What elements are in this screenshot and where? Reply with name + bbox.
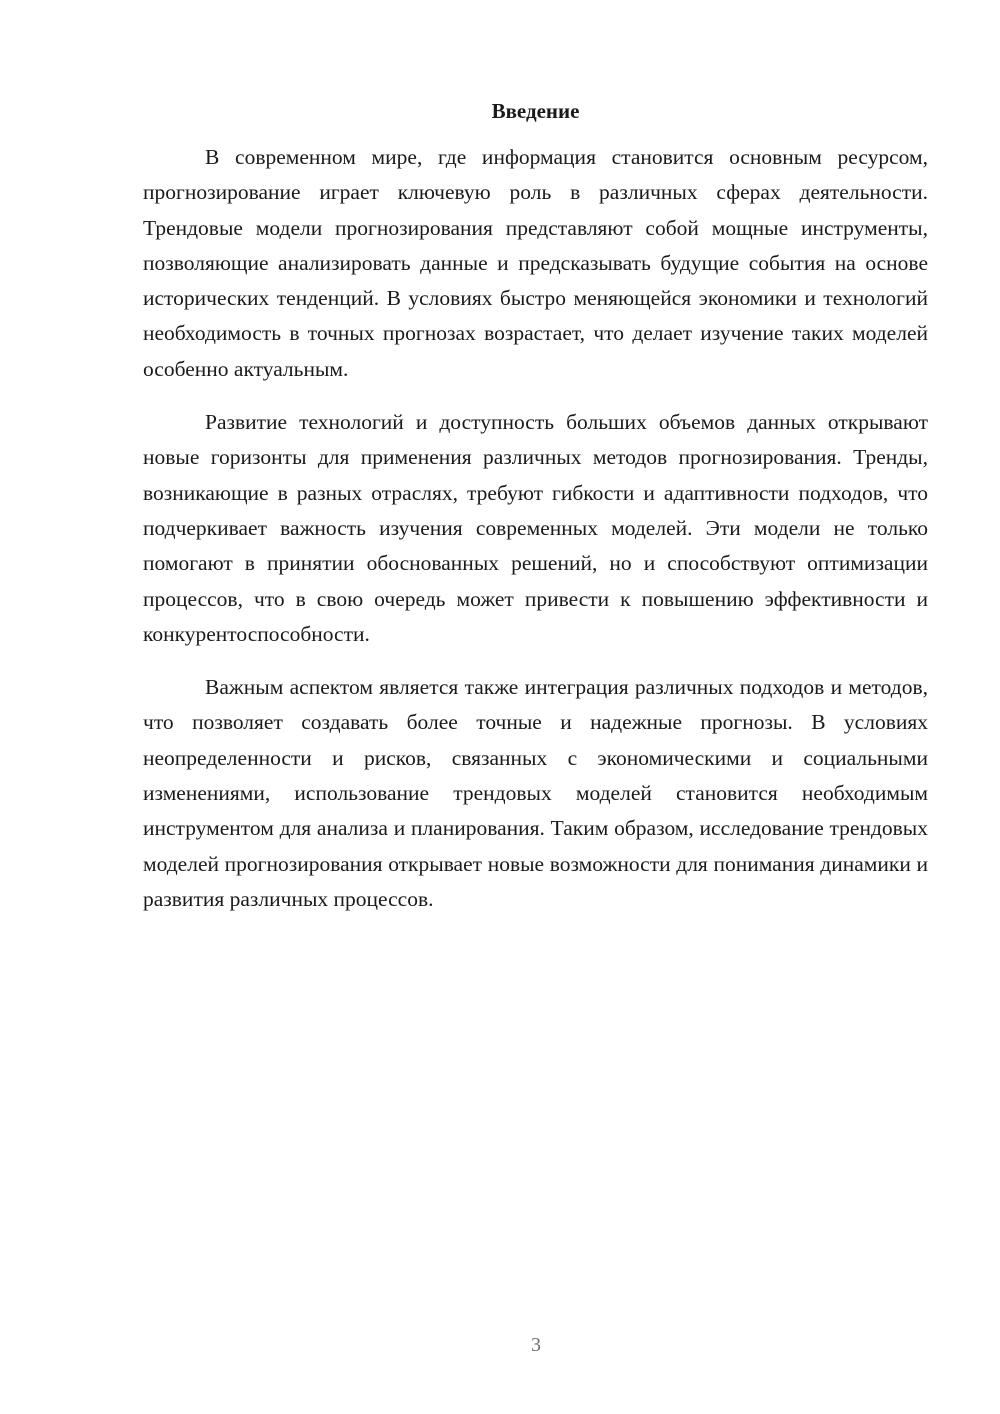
page-content xyxy=(143,96,928,935)
paragraph-1: В современном мире, где информация становится основным ресурсом, прогнозирование играет ключевую роль в различных сферах деятельности. Трендовые модели прогнозирования представляют собой мощные инструменты, позволяющие анализировать данные и предсказывать будущие события на основе исторических тенденций. В условиях быстро меняющейся экономики и технологий необходимость в точных прогнозах возрастает, что делает изучение таких моделей особенно актуальным. xyxy=(143,145,928,381)
page-number: 3 xyxy=(531,1334,541,1356)
paragraph-2: Развитие технологий и доступность больших объемов данных открывают новые горизонты для применения различных методов прогнозирования. Тренды, возникающие в разных отраслях, требуют гибкости и адаптивности подходов, что подчеркивает важность изучения современных моделей. Эти модели не только помогают в принятии обоснованных решений, но и способствуют оптимизации процессов, что в свою очередь может привести к повышению эффективности и конкурентоспособности. xyxy=(143,410,928,646)
paragraph-3: Важным аспектом является также интеграция различных подходов и методов, что позволяет создавать более точные и надежные прогнозы. В условиях неопределенности и рисков, связанных с экономическими и социальными изменениями, использование трендовых моделей становится необходимым инструментом для анализа и планирования. Таким образом, исследование трендовых моделей прогнозирования открывает новые возможности для понимания динамики и развития различных процессов. xyxy=(143,675,928,911)
section-heading: Введение xyxy=(491,99,580,123)
